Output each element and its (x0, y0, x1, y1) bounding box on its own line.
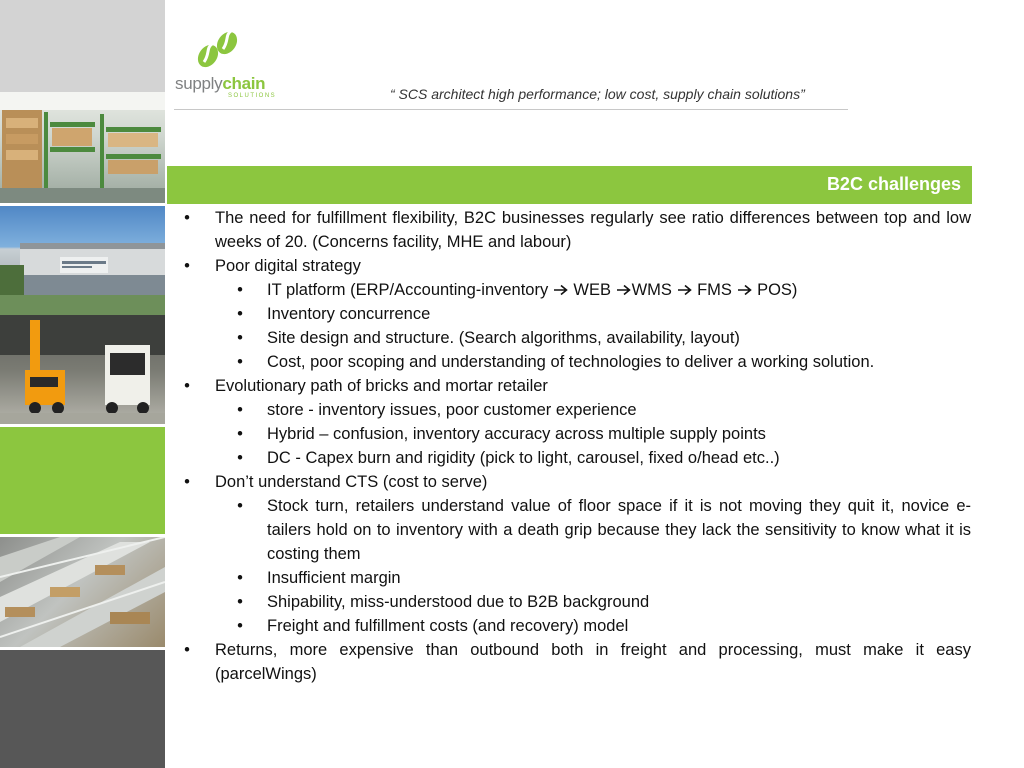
grey-top-panel (0, 0, 165, 92)
header-divider (174, 109, 848, 110)
racks-photo (0, 537, 165, 647)
bullet-list (178, 206, 971, 686)
right-arrow-icon (677, 284, 693, 296)
bullet-dot: • (184, 641, 190, 659)
building-photo (0, 205, 165, 315)
sub-bullet-item (178, 350, 971, 374)
bullet-text: Site design and structure. (Search algorithms, availability, layout) (267, 329, 740, 347)
green-panel (0, 426, 165, 534)
bullet-text: Don’t understand CTS (cost to serve) (215, 473, 488, 491)
sub-bullet-item (178, 302, 971, 326)
sub-bullet-item (178, 590, 971, 614)
right-arrow-icon (616, 284, 632, 296)
strip-divider (0, 424, 165, 427)
sub-bullet-item (178, 566, 971, 590)
bullet-dot: • (237, 593, 243, 611)
bullet-text: Freight and fulfillment costs (and recovery) model (267, 617, 629, 635)
bullet-dot: • (184, 377, 190, 395)
bullet-text: Poor digital strategy (215, 257, 361, 275)
right-arrow-icon (553, 284, 569, 296)
bullet-dot: • (237, 281, 243, 299)
sub-bullet-item (178, 398, 971, 422)
strip-divider (0, 534, 165, 537)
bullet-text: Shipability, miss-understood due to B2B background (267, 593, 650, 611)
bullet-dot: • (184, 473, 190, 491)
sub-bullet-item (178, 446, 971, 470)
title-bar (167, 166, 972, 204)
slide-title: B2C challenges (826, 174, 961, 194)
bullet-text: FMS (692, 281, 737, 299)
bullet-dot: • (184, 209, 190, 227)
strip-divider (0, 647, 165, 650)
bullet-item (178, 638, 971, 686)
bullet-dot: • (237, 425, 243, 443)
grey-bottom-panel (0, 649, 165, 768)
bullet-text: WEB (568, 281, 616, 299)
sub-bullet-item (178, 422, 971, 446)
sub-bullet-item (178, 278, 971, 302)
forklift-photo (0, 315, 165, 425)
bullet-text: Stock turn, retailers understand value of floor space if it is not moving they quit it, novice e-tailers hold on to inventory with a death grip because they lack the sensitivity to know what it is costing them (267, 497, 971, 563)
bullet-dot: • (237, 401, 243, 419)
left-image-strip (0, 0, 165, 768)
bullet-text: The need for fulfillment flexibility, B2C businesses regularly see ratio differences between top and low weeks of 20. (Concerns facility, MHE and labour) (215, 209, 971, 251)
supplychain-logo (172, 26, 277, 104)
bullet-text: Insufficient margin (267, 569, 401, 587)
sub-bullet-item (178, 614, 971, 638)
bullet-dot: • (237, 449, 243, 467)
logo-wordmark (175, 74, 265, 94)
warehouse-photo (0, 92, 165, 203)
bullet-text: WMS (631, 281, 677, 299)
bullet-dot: • (237, 353, 243, 371)
bullet-text: Returns, more expensive than outbound both in freight and processing, must make it easy (parcelWings) (215, 641, 971, 683)
bullet-dot: • (184, 257, 190, 275)
bullet-text: Inventory concurrence (267, 305, 431, 323)
bullet-item (178, 254, 971, 278)
bullet-text: IT platform (ERP/Accounting-inventory (267, 281, 553, 299)
bullet-text: DC - Capex burn and rigidity (pick to light, carousel, fixed o/head etc..) (267, 449, 780, 467)
logo-subtitle: SOLUTIONS (228, 93, 277, 99)
bullet-text: Hybrid – confusion, inventory accuracy across multiple supply points (267, 425, 766, 443)
logo-word-chain: chain (222, 74, 266, 93)
logo-word-supply: supply (175, 74, 223, 93)
bullet-text: Evolutionary path of bricks and mortar retailer (215, 377, 548, 395)
sub-bullet-item (178, 494, 971, 566)
bullet-item (178, 374, 971, 398)
bullet-dot: • (237, 329, 243, 347)
strip-divider (0, 203, 165, 206)
bullet-text: Cost, poor scoping and understanding of technologies to deliver a working solution. (267, 353, 875, 371)
sub-bullet-item (178, 326, 971, 350)
right-arrow-icon (737, 284, 753, 296)
bullet-dot: • (237, 305, 243, 323)
bullet-item (178, 206, 971, 254)
tagline: “ SCS architect high performance; low cost, supply chain solutions” (390, 86, 805, 102)
bullet-text: store - inventory issues, poor customer experience (267, 401, 637, 419)
bullet-dot: • (237, 617, 243, 635)
bullet-item (178, 470, 971, 494)
bullet-text: POS) (752, 281, 798, 299)
bullet-dot: • (237, 497, 243, 515)
ss-swirl-logo-icon (194, 26, 244, 70)
bullet-dot: • (237, 569, 243, 587)
